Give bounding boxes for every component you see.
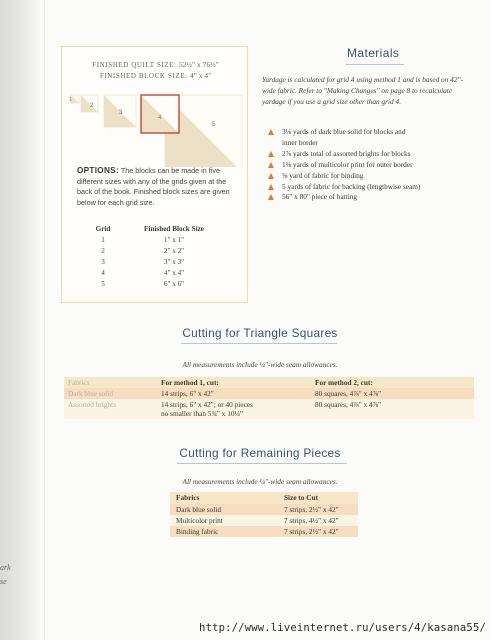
material-text: inner border: [282, 137, 318, 147]
gutter-edge: [44, 0, 45, 640]
grid-cell: 4: [101, 268, 105, 277]
block-size-cell: 2" x 2": [163, 246, 185, 255]
size-cell: 7 strips, 2½" x 42": [284, 505, 339, 514]
fabrics-header: Fabrics: [176, 493, 200, 502]
list-item: [282, 192, 482, 203]
block-size-label: FINISHED BLOCK SIZE:: [99, 72, 188, 80]
fabric-cell: Multicolor print: [176, 516, 223, 525]
cutting-triangles-rule: [181, 343, 337, 344]
method1-header: For method 1, cut:: [161, 378, 219, 387]
quilt-info-box: [61, 46, 248, 303]
material-text: 2⅞ yards total of assorted brights for blocks: [282, 148, 411, 158]
method2-cell: 80 squares, 4⅞" x 4⅞": [315, 389, 382, 398]
block-label-2: 2: [90, 103, 94, 109]
material-text: ⅝ yard of fabric for binding: [282, 170, 364, 180]
table-row: [64, 388, 474, 399]
fabric-cell: Dark blue solid: [68, 389, 113, 398]
block-label-5: 5: [212, 122, 216, 128]
table-row: [64, 399, 474, 419]
list-item: [282, 182, 482, 193]
method2-header: For method 2, cut:: [315, 378, 373, 387]
materials-intro: Yardage is calculated for grid 4 using method 1 and is based on 42"-wide fabric. Refer to "Making Changes" on page 8 to recalculate yardage if you use a grid size other than grid 4.: [262, 75, 463, 106]
material-text: 56" x 80" piece of batting: [282, 192, 358, 202]
grid-size-table: [84, 223, 226, 289]
method1-cell-line1: 14 strips, 6" x 42"; or 40 pieces: [161, 400, 253, 409]
block-size-cell: 4" x 4": [163, 268, 185, 277]
cutting-remaining-rule: [177, 463, 347, 464]
fabric-cell: Assorted brights: [68, 400, 117, 409]
materials-title: Materials: [347, 46, 400, 60]
block-label-1: 1: [69, 97, 73, 103]
block-label-3: 3: [119, 110, 123, 116]
method2-cell: 80 squares, 4⅞" x 4⅞": [315, 400, 382, 409]
method1-cell: 14 strips, 6" x 42": [161, 389, 214, 398]
triangle-bullet-icon: [268, 129, 274, 135]
cutting-remaining-title: Cutting for Remaining Pieces: [179, 446, 341, 460]
block-size-diagram: [62, 87, 249, 167]
table-row: [84, 267, 226, 278]
grid-cell: 2: [101, 246, 105, 255]
materials-title-rule: [346, 64, 404, 65]
quilt-size-value: 52½" x 76½": [178, 60, 219, 69]
fabrics-header: Fabrics: [68, 378, 90, 387]
block-size-header: Finished Block Size: [144, 224, 204, 233]
grid-cell: 3: [101, 257, 105, 266]
triangle-bullet-icon: [268, 151, 274, 157]
grid-header: Grid: [95, 224, 111, 233]
triangle-bullet-icon: [268, 162, 274, 168]
triangle-bullet-icon: [268, 194, 274, 200]
source-watermark: http://www.liveinternet.ru/users/4/kasana55/: [199, 622, 486, 634]
block-size-cell: 3" x 3": [163, 257, 185, 266]
finished-block-size: [62, 71, 249, 80]
fabric-cell: Binding fabric: [176, 527, 219, 536]
cutting-triangles-title: Cutting for Triangle Squares: [182, 326, 338, 340]
grid-cell: 5: [101, 279, 105, 288]
method1-cell-line2: no smaller than 5¾" x 10¼": [161, 409, 243, 418]
table-row: [84, 278, 226, 289]
gutter-text-1: ark: [0, 563, 11, 572]
gutter-text-2: se: [0, 577, 7, 586]
cutting-remaining-table: [170, 492, 358, 537]
fabric-cell: Dark blue solid: [176, 505, 221, 514]
table-header-row: [170, 492, 358, 504]
options-text: The blocks can be made in five different sizes with any of the grids given at the back of the book. Finished block sizes are given below for each grid size.: [77, 166, 230, 207]
options-lead: OPTIONS:: [77, 166, 119, 175]
block-label-4: 4: [158, 115, 162, 121]
table-row: [84, 245, 226, 256]
materials-list: [282, 127, 482, 203]
table-row: [84, 234, 226, 245]
cutting-triangles-note: All measurements include ¼"-wide seam allowances.: [182, 360, 338, 369]
list-item: [282, 127, 482, 138]
list-item: [282, 160, 482, 171]
material-text: 3⅛ yards of dark blue solid for blocks and: [282, 127, 406, 136]
material-text: 5 yards of fabric for backing (lengthwise seam): [282, 181, 421, 191]
cutting-remaining-note: All measurements include ¼"-wide seam allowances.: [182, 477, 338, 486]
list-item-continued: [282, 138, 482, 149]
list-item: [282, 149, 482, 160]
block-size-cell: 6" x 6": [163, 279, 185, 288]
triangle-bullet-icon: [268, 173, 274, 179]
block-size-value: 4" x 4": [190, 71, 212, 80]
list-item: [282, 171, 482, 182]
options-paragraph: [77, 166, 242, 208]
block-size-cell: 1" x 1": [163, 235, 185, 244]
grid-table-header: [84, 223, 226, 234]
size-cell: 7 strips, 4½" x 42": [284, 516, 339, 525]
table-row: [170, 504, 358, 515]
page-gutter-shadow: [0, 0, 40, 640]
cutting-triangles-table: [64, 377, 474, 419]
size-cell: 7 strips, 2½" x 42": [284, 527, 339, 536]
grid-cell: 1: [101, 235, 105, 244]
quilt-size-label: FINISHED QUILT SIZE:: [92, 61, 177, 69]
table-row: [170, 526, 358, 537]
finished-quilt-size: [62, 60, 249, 69]
size-header: Size to Cut: [284, 493, 319, 502]
table-row: [84, 256, 226, 267]
triangle-bullet-icon: [268, 184, 274, 190]
table-header-row: [64, 377, 474, 388]
material-text: 1⅝ yards of multicolor print for outer border: [282, 159, 413, 169]
table-row: [170, 515, 358, 526]
